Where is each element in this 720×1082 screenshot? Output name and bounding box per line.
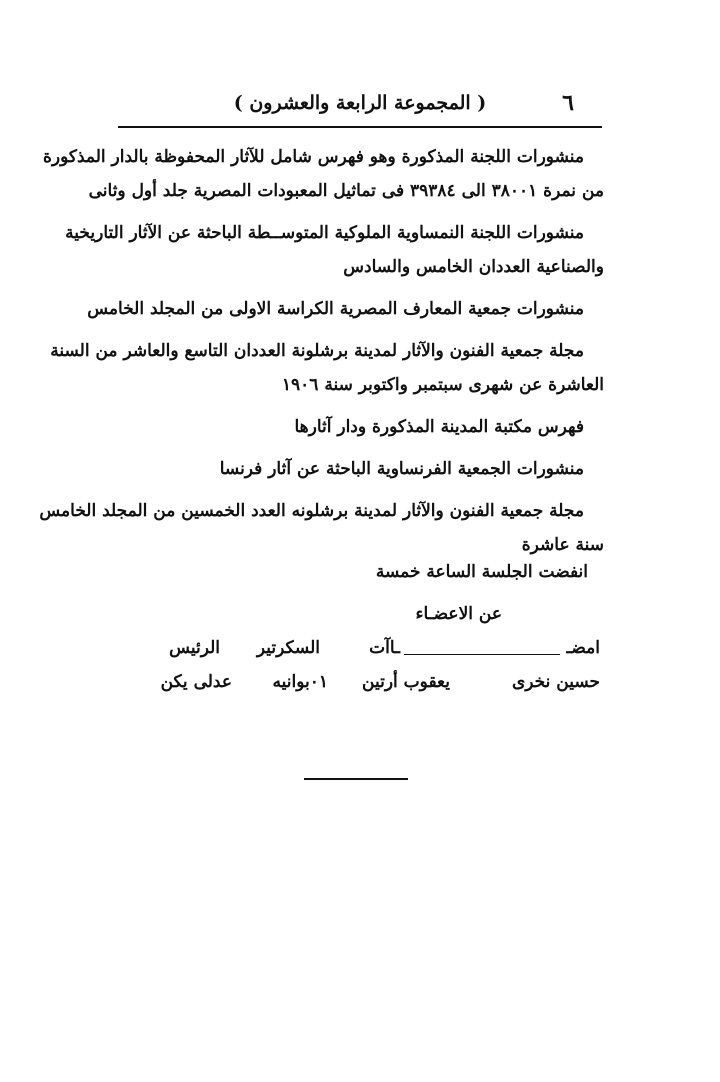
entry-line: منشورات اللجنة المذكورة وهو فهرس شامل للآثار المحفوظة بالدار المذكورة — [42, 147, 584, 167]
signatures-label-end: ـاآت — [369, 638, 400, 658]
entry-line: منشورات جمعية المعارف المصرية الكراسة الاولى من المجلد الخامس — [87, 299, 584, 319]
session-adjourned-text: انفضت الجلسة الساعة خمسة — [375, 562, 588, 582]
signatory-names-row — [150, 672, 600, 702]
signatory-name: يعقوب أرتين — [362, 672, 450, 692]
running-title: ( المجموعة الرابعة والعشرون ) — [233, 92, 487, 114]
signatory-name: عدلى يكن — [160, 672, 232, 692]
publication-entry — [104, 452, 604, 486]
president-label: الرئيس — [169, 638, 220, 658]
publication-entry — [50, 334, 604, 402]
entry-line: والصناعية العددان الخامس والسادس — [343, 257, 604, 277]
secretary-label: السكرتير — [256, 638, 320, 658]
entry-line: من نمرة ٣٨٠٠١ الى ٣٩٣٨٤ فى تماثيل المعبودات المصرية جلد أول وثانى — [88, 181, 604, 201]
header-rule — [118, 126, 602, 128]
entry-line: العاشرة عن شهرى سبتمبر واكتوبر سنة ١٩٠٦ — [281, 375, 604, 395]
entry-line: منشورات الجمعية الفرنساوية الباحثة عن آثار فرنسا — [219, 459, 584, 479]
page-number: ٦ — [562, 90, 574, 116]
signatures-label-start: امضـ — [566, 638, 600, 658]
publication-entry — [65, 216, 604, 284]
page-header — [118, 88, 602, 122]
signature-block — [150, 636, 600, 706]
entry-line: سنة عاشرة — [521, 535, 604, 555]
publication-entry — [104, 410, 604, 444]
entry-line: منشورات اللجنة النمساوية الملوكية المتوســطة الباحثة عن الآثار التاريخية — [65, 223, 584, 243]
signatory-name: ٠١بوانيه — [272, 672, 328, 692]
publication-entry — [42, 140, 604, 208]
signatory-name: حسين نخرى — [511, 672, 600, 692]
entry-line: مجلة جمعية الفنون والآثار لمدينة برشلونه العدد الخمسين من المجلد الخامس — [39, 501, 584, 521]
signature-line — [404, 654, 560, 655]
signature-labels-row — [150, 636, 600, 666]
entry-line: مجلة جمعية الفنون والآثار لمدينة برشلونة العددان التاسع والعاشر من السنة — [50, 341, 584, 361]
publication-list — [39, 140, 604, 570]
entry-line: فهرس مكتبة المدينة المذكورة ودار آثارها — [294, 417, 584, 437]
publication-entry — [87, 292, 604, 326]
members-heading: عن الاعضـاء — [415, 604, 502, 624]
end-rule — [304, 778, 408, 780]
publication-entry — [39, 494, 604, 562]
